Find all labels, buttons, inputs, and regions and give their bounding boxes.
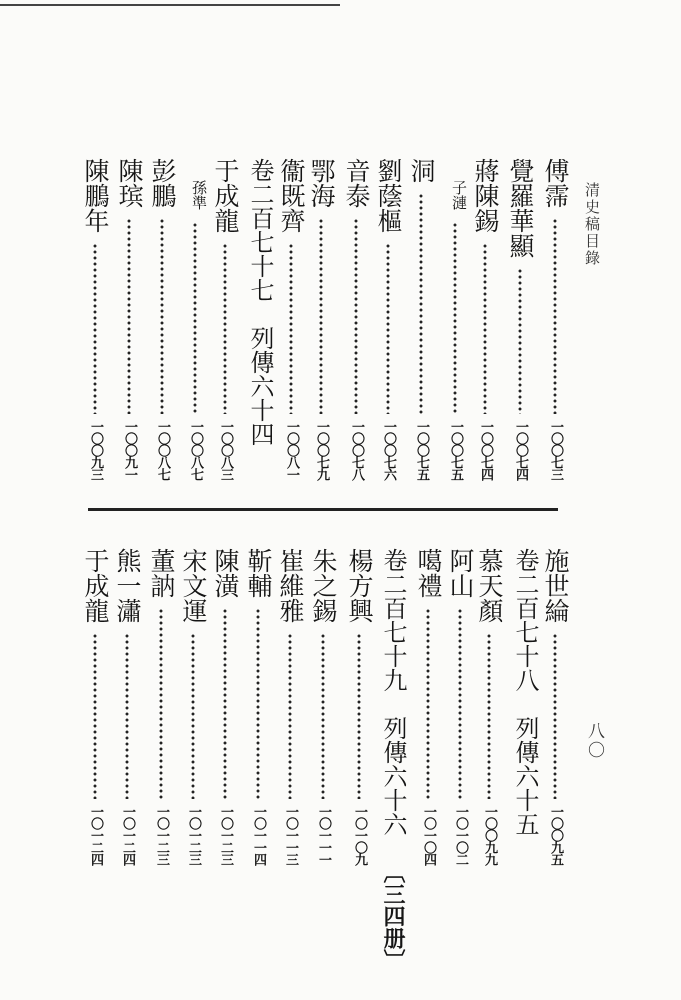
toc-subentry-name: 孫準 [190,180,208,210]
toc-entry [344,548,374,905]
toc-entry [406,158,436,500]
dot-leader [93,633,97,799]
dot-leader [288,633,292,799]
toc-entry [440,158,470,500]
toc-entry [276,158,306,500]
chapter-title: 列傳六十四 [246,326,274,446]
toc-entry-name: 阿山 [446,548,475,598]
toc-entry [210,158,240,500]
toc-entry [80,548,110,905]
toc-page-number: 一〇〇八一 [284,420,299,480]
toc-page-number: 一〇一〇二 [453,805,468,865]
toc-page-number: 一〇一二四 [88,805,103,865]
top-edge-line [0,4,340,6]
toc-entry [275,548,305,905]
toc-entry [540,158,570,500]
dot-leader [127,218,131,414]
toc-page-number: 一〇一二三 [154,805,169,865]
toc-entry [306,158,336,500]
toc-entry-name: 熊一瀟 [113,548,142,623]
toc-entry [178,548,208,905]
toc-page-number: 一〇一一三 [283,805,298,865]
toc-page-number: 一〇〇七三 [548,420,563,480]
toc-entry-name: 蔣陳錫 [471,158,500,233]
toc-entry [243,548,273,905]
toc-entry [308,548,338,905]
toc-entry-name: 靳輔 [244,548,273,598]
toc-page-number: 一〇一〇四 [421,805,436,865]
toc-entry-name: 楊方興 [345,548,374,623]
toc-entry [112,548,142,905]
toc-entry [445,548,475,905]
toc-entry [540,548,570,905]
toc-page-number: 一〇〇七四 [513,420,528,480]
toc-page-number: 一〇一二四 [120,805,135,865]
dot-leader [160,218,164,414]
toc-page-number: 一〇〇八七 [155,420,170,480]
dot-leader [426,608,430,799]
toc-entry [146,548,176,905]
toc-entry [474,548,504,905]
toc-page-number: 一〇一二三 [218,805,233,865]
dot-leader [223,608,227,799]
toc-entry-name: 衞既齊 [277,158,306,233]
dot-leader [553,633,557,799]
toc-entry [180,158,210,500]
section-divider [88,508,558,511]
toc-entry-name: 劉蔭樞 [374,158,403,233]
toc-entry-name: 陳瑸 [115,158,144,208]
dot-leader [289,243,293,414]
toc-entry [505,158,535,500]
dot-leader [386,243,390,414]
toc-entry [147,158,177,500]
toc-entry-name: 音泰 [342,158,371,208]
dot-leader [93,243,97,414]
toc-entry-name: 宋文運 [179,548,208,623]
toc-entry [80,158,110,500]
dot-leader [321,633,325,799]
toc-page-number: 一〇一二三 [186,805,201,865]
toc-entry-name: 慕天顏 [475,548,504,623]
chapter-label: 卷二百七十七 [246,158,274,302]
dot-leader [483,243,487,414]
toc-page-number: 一〇一一一 [316,805,331,865]
dot-leader [191,633,195,799]
dot-leader [487,633,491,799]
toc-page-number: 一〇〇七八 [349,420,364,480]
dot-leader [319,218,323,414]
toc-entry-name: 傅霈 [541,158,570,208]
toc-entry-name: 彭鵬 [148,158,177,208]
toc-page-number: 一〇〇七四 [478,420,493,480]
toc-entry-name: 陳鵬年 [81,158,110,233]
dot-leader [458,608,462,799]
toc-entry-name: 于成龍 [81,548,110,623]
volume-marker: 〔三四册〕 [380,861,406,971]
chapter-title: 列傳六十六 [379,716,407,836]
dot-leader [256,608,260,799]
dot-leader [453,222,457,414]
dot-leader [223,243,227,414]
toc-entry-name: 噶禮 [414,548,443,598]
dot-leader [159,608,163,799]
toc-page-number: 一〇〇九一 [122,420,137,480]
toc-entry-name: 覺羅華顯 [506,158,535,258]
toc-entry-name: 崔維雅 [276,548,305,623]
toc-page-number: 一〇〇七九 [314,420,329,480]
toc-entry-name: 于成龍 [211,158,240,233]
toc-heading [378,548,408,971]
running-title: 清史稿目錄 [583,182,601,267]
dot-leader [357,633,361,799]
toc-page-number: 一〇〇九五 [548,805,563,865]
toc-entry [470,158,500,500]
toc-page-number: 一〇一一四 [251,805,266,865]
toc-page-number: 一〇〇七五 [448,420,463,480]
toc-entry [373,158,403,500]
toc-entry [341,158,371,500]
dot-leader [553,218,557,414]
toc-entry-name: 施世綸 [541,548,570,623]
toc-entry-name: 鄂海 [307,158,336,208]
toc-entry-name: 董訥 [147,548,176,598]
toc-entry [114,158,144,500]
chapter-label: 卷二百七十八 [511,548,539,692]
toc-entry [413,548,443,905]
toc-entry-name: 朱之錫 [309,548,338,623]
toc-page-number: 一〇〇七五 [414,420,429,480]
dot-leader [193,222,197,414]
page-number: 八〇 [584,722,604,760]
toc-page-number: 一〇〇八七 [188,420,203,480]
toc-page-number: 一〇〇九三 [88,420,103,480]
toc-heading [510,548,540,905]
toc-entry [210,548,240,905]
toc-page-number: 一〇一〇九 [352,805,367,865]
chapter-title: 列傳六十五 [511,716,539,836]
toc-entry-name: 陳潢 [211,548,240,598]
toc-heading [245,158,275,500]
dot-leader [518,268,522,414]
dot-leader [125,633,129,799]
toc-page-number: 一〇〇七六 [381,420,396,480]
dot-leader [419,193,423,414]
toc-entry-name: 洞 [407,158,436,183]
toc-subentry-name: 子漣 [450,180,468,210]
toc-page-number: 一〇〇九九 [482,805,497,865]
toc-page-number: 一〇〇八三 [218,420,233,480]
chapter-label: 卷二百七十九 [379,548,407,692]
dot-leader [354,218,358,414]
